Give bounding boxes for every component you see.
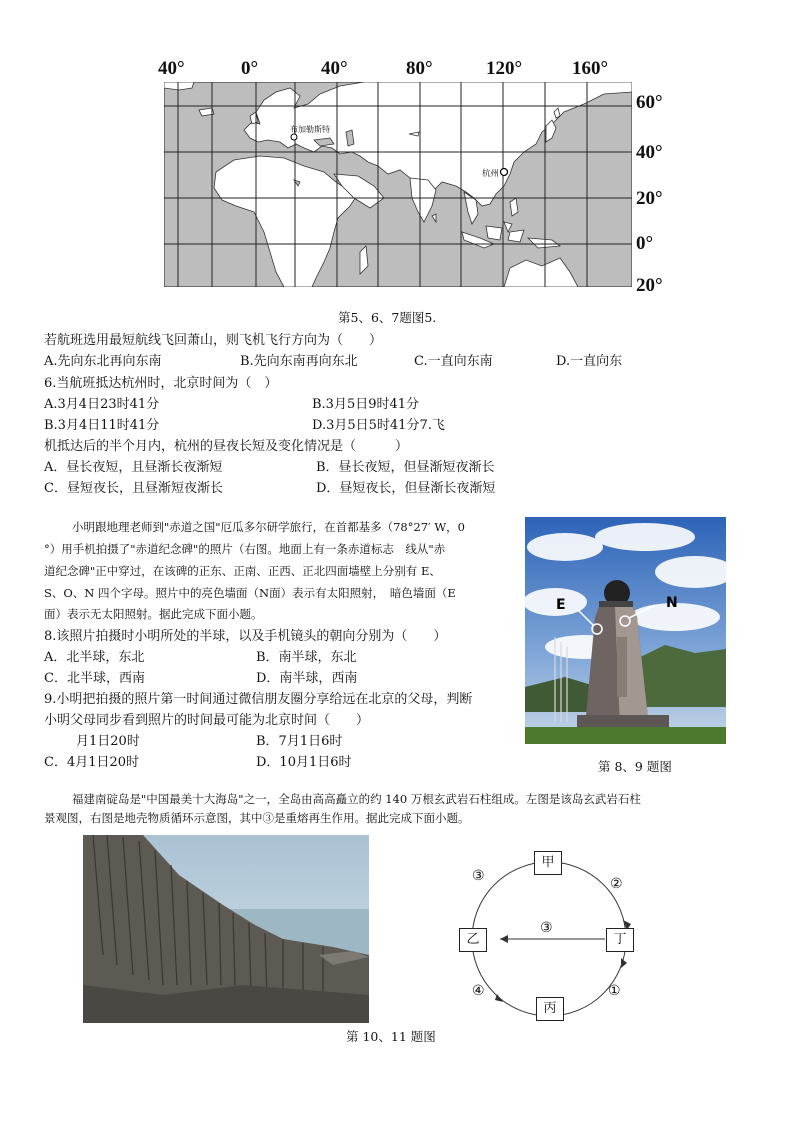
q8-option-c: C．北半球，西南 bbox=[44, 671, 145, 686]
q9-option-a: 月1日20时 bbox=[76, 734, 140, 749]
q6-option-c: B.3月4日11时41分 bbox=[44, 418, 160, 433]
photo-caption: 第 8、9 题图 bbox=[598, 759, 672, 774]
q7-option-a: A．昼长夜短，且昼渐长夜渐短 bbox=[44, 460, 223, 475]
q6-option-d: D.3月5日5时41分7.飞 bbox=[312, 418, 445, 433]
hangzhou-marker bbox=[501, 169, 508, 176]
map-caption: 第5、6、7题图5. bbox=[338, 310, 437, 325]
cycle-caption: 第 10、11 题图 bbox=[346, 1029, 436, 1044]
q5-option-a: A.先向东北再向东南 bbox=[44, 354, 162, 369]
lon-label-e40: 40° bbox=[321, 58, 348, 79]
lon-label-0: 0° bbox=[241, 58, 259, 79]
lon-label-e160: 160° bbox=[572, 58, 609, 79]
lat-label-40n: 40° bbox=[636, 142, 663, 163]
q5-option-c: C.一直向东南 bbox=[414, 354, 493, 369]
cycle-label-1: ① bbox=[608, 983, 621, 999]
q9-option-d: D．10月1日6时 bbox=[256, 755, 352, 770]
photo-label-e: E bbox=[556, 597, 566, 613]
bucharest-label: 布加勒斯特 bbox=[290, 125, 330, 134]
hangzhou-label: 杭州 bbox=[482, 169, 500, 179]
basalt-columns-photo bbox=[83, 835, 369, 1023]
equator-passage-line-3: 道纪念碑"正中穿过，在该碑的正东、正南、正西、正北四面墙壁上分别有 E、 bbox=[44, 564, 441, 578]
q9-stem-line-2: 小明父母同步看到照片的时间最可能为北京时间（ ） bbox=[44, 713, 370, 728]
lon-label-e120: 120° bbox=[486, 58, 523, 79]
world-map bbox=[164, 82, 632, 287]
lon-label-e80: 80° bbox=[406, 58, 433, 79]
cycle-node-yi: 乙 bbox=[459, 928, 487, 952]
photo-label-n: N bbox=[666, 595, 678, 611]
lat-label-20s: 20° bbox=[636, 275, 663, 296]
cycle-label-3-center: ③ bbox=[540, 920, 553, 936]
q8-option-a: A．北半球，东北 bbox=[44, 650, 145, 665]
island-passage-line-1: 福建南碇岛是"中国最美十大海岛"之一，全岛由高高矗立的约 140 万根玄武岩石柱组成。左图是该岛玄武岩石柱 bbox=[72, 792, 641, 806]
equator-passage-line-1: 小明跟地理老师到"赤道之国"厄瓜多尔研学旅行，在首都基多（78°27′ W，0 bbox=[72, 520, 465, 534]
q7-option-b: B．昼长夜短，但昼渐短夜渐长 bbox=[316, 460, 495, 475]
cycle-node-jia: 甲 bbox=[534, 851, 562, 875]
q8-option-d: D．南半球，西南 bbox=[256, 671, 358, 686]
q8-option-b: B．南半球，东北 bbox=[256, 650, 357, 665]
q8-stem: 8.该照片拍摄时小明所处的半球，以及手机镜头的朝向分别为（ ） bbox=[44, 629, 447, 644]
q9-stem-line-1: 9.小明把拍摄的照片第一时间通过微信朋友圈分享给远在北京的父母，判断 bbox=[44, 692, 473, 707]
lat-label-20n: 20° bbox=[636, 188, 663, 209]
equator-passage-line-4: S、O、N 四个字母。照片中的亮色墙面（N面）表示有太阳照射， 暗色墙面（E bbox=[44, 586, 456, 600]
q7-stem: 机抵达后的半个月内，杭州的昼夜长短及变化情况是（ ） bbox=[44, 439, 409, 454]
cycle-label-4: ④ bbox=[472, 983, 485, 999]
cycle-node-ding: 丁 bbox=[606, 928, 634, 952]
q6-stem: 6.当航班抵达杭州时，北京时间为（ ） bbox=[44, 376, 278, 391]
q5-stem: 若航班选用最短航线飞回萧山，则飞机飞行方向为（ ） bbox=[44, 333, 383, 348]
equator-passage-line-5: 面）表示无太阳照射。据此完成下面小题。 bbox=[44, 607, 263, 621]
island-passage-line-2: 景观图，右图是地壳物质循环示意图，其中③是重熔再生作用。据此完成下面小题。 bbox=[44, 811, 470, 825]
cycle-label-3-left: ③ bbox=[472, 868, 485, 884]
cycle-node-bing: 丙 bbox=[536, 997, 564, 1021]
cycle-label-2: ② bbox=[610, 876, 623, 892]
q5-option-d: D.一直向东 bbox=[556, 354, 623, 369]
equator-passage-line-2: °）用手机拍摄了"赤道纪念碑"的照片（右图。地面上有一条赤道标志 线从"赤 bbox=[44, 542, 446, 556]
equator-monument-photo bbox=[525, 517, 726, 744]
lon-label-w40: 40° bbox=[158, 58, 185, 79]
q7-option-c: C．昼短夜长，且昼渐短夜渐长 bbox=[44, 481, 223, 496]
lat-label-60n: 60° bbox=[636, 92, 663, 113]
q7-option-d: D．昼短夜长，但昼渐长夜渐短 bbox=[316, 481, 496, 496]
q5-option-b: B.先向东南再向东北 bbox=[240, 354, 358, 369]
lat-label-0: 0° bbox=[636, 233, 654, 254]
q6-option-b: B.3月5日9时41分 bbox=[312, 397, 420, 412]
q9-option-c: C．4月1日20时 bbox=[44, 755, 140, 770]
q9-option-b: B．7月1日6时 bbox=[256, 734, 343, 749]
q6-option-a: A.3月4日23时41分 bbox=[44, 397, 160, 412]
